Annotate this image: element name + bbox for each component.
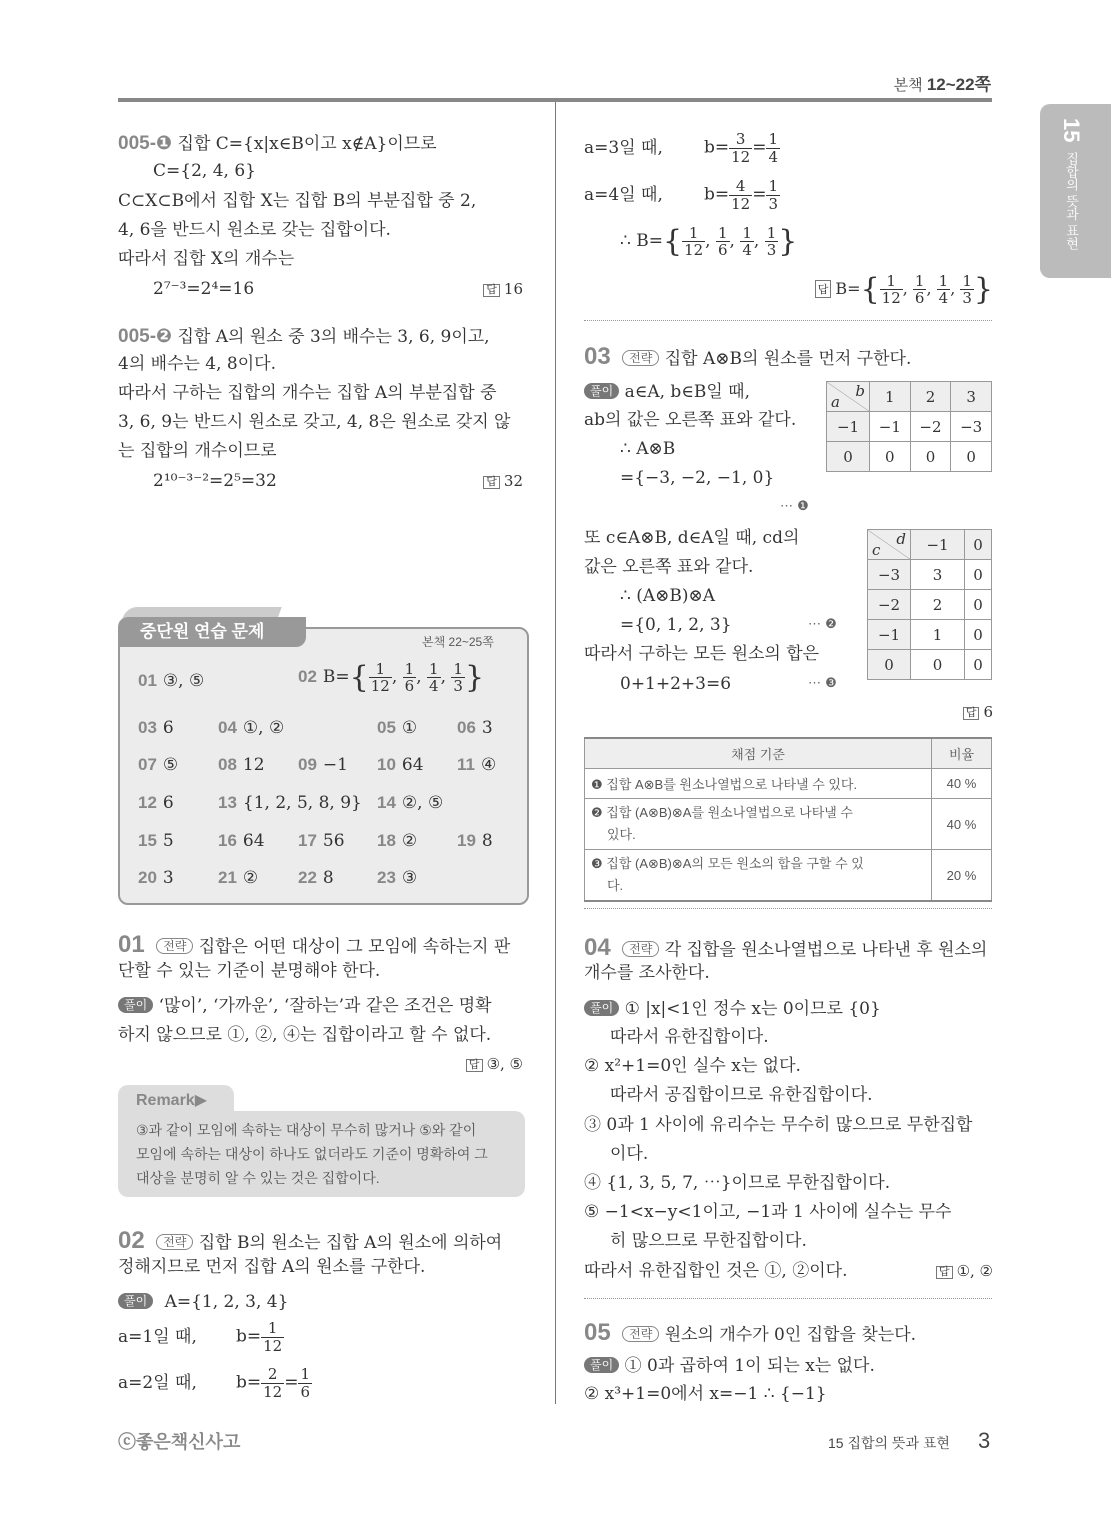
q03-sol-8: ={0, 1, 2, 3} (620, 615, 732, 635)
q04-answer: 답 ①, ② (936, 1264, 993, 1279)
q04-sol-3: ② x²+1=0인 실수 x는 없다. (584, 1056, 801, 1076)
q02-case2: a=2일 때, b= $\frac{2}{12}$ = $\frac{1}{6}$ (118, 1365, 311, 1401)
practice-item: 10 64 (377, 755, 424, 775)
s005-2-line4: 3, 6, 9는 반드시 원소로 갖고, 4, 8은 원소로 갖지 않 (118, 412, 511, 432)
remark-line2: 모임에 속하는 대상이 하나도 없더라도 기준이 명확하여 그 (136, 1146, 488, 1162)
practice-item: 07 ⑤ (138, 755, 179, 775)
q03-table-ab: b a 1 2 3 −1 −1 −2 −3 0 0 0 0 (826, 381, 992, 472)
practice-item: 04 ①, ② (218, 718, 285, 738)
side-tab-title: 집합의 뜻과 표현 (1064, 152, 1079, 251)
practice-item: 08 12 (218, 755, 265, 775)
practice-item: 12 6 (138, 793, 174, 813)
solution-tag: 풀이 (584, 1357, 619, 1373)
q04-sol-4: 따라서 공집합이므로 유한집합이다. (610, 1085, 873, 1105)
q03-sol-6: 값은 오른쪽 표와 같다. (584, 557, 754, 577)
solution-tag: 풀이 (584, 383, 619, 399)
strategy-tag: 전략 (622, 350, 659, 366)
q03-sol-5: 또 c∈A⊗B, d∈A일 때, cd의 (584, 528, 800, 548)
q02-case4: a=4일 때, b= $\frac{4}{12}$ = $\frac{1}{3}$ (584, 177, 779, 213)
s005-1-line1 (118, 134, 437, 153)
q04-sol-1: 풀이 ① |x|<1인 정수 x는 0이므로 {0} (584, 1000, 881, 1018)
header-pages: 12~22쪽 (926, 75, 991, 94)
publisher-logo: ⓒ좋은책신사고 (118, 1432, 241, 1452)
q03-mark-2: ⋯ ❷ (808, 617, 837, 632)
footer-chapter: 15 집합의 뜻과 표현 (828, 1435, 950, 1451)
solution-tag: 풀이 (584, 1000, 619, 1016)
q02-divider (584, 320, 992, 321)
practice-item: 16 64 (218, 831, 265, 851)
s005-1-text: 집합 C={x|x∈B이고 x∉A}이므로 (177, 134, 437, 154)
q03-sol-3: ∴ A⊗B (620, 439, 676, 459)
practice-item: 09 −1 (298, 755, 348, 775)
q02-number: 02 (118, 1227, 145, 1254)
q03-sol-7: ∴ (A⊗B)⊗A (620, 586, 716, 606)
strategy-tag: 전략 (622, 941, 659, 957)
header-ref: 본책 (893, 77, 927, 94)
q02-answer: 답 B={ $\frac{1}{12}$ , $\frac{1}{6}$ , $\frac{1}{4}$ , $\frac{1}{3}$ } (815, 272, 993, 307)
practice-item: 14 ②, ⑤ (377, 793, 444, 813)
q03-number: 03 (584, 343, 611, 370)
strategy-tag: 전략 (156, 938, 193, 954)
q01-answer: 답 ③, ⑤ (466, 1057, 523, 1072)
practice-item: 23 ③ (377, 868, 418, 888)
q04-number: 04 (584, 934, 611, 961)
q03-sol-4: ={−3, −2, −1, 0} (620, 468, 775, 488)
q04-strategy: 04 전략 각 집합을 원소나열법으로 나타낸 후 원소의 (584, 934, 988, 961)
practice-ref: 본책 22~25쪽 (422, 635, 494, 649)
q04-sol-5: ③ 0과 1 사이에 유리수는 무수히 많으므로 무한집합 (584, 1115, 973, 1135)
q01-strategy-text: 집합은 어떤 대상이 그 모임에 속하는지 판 (198, 937, 511, 957)
s005-2-id: 005-❷ (118, 326, 173, 347)
practice-item: 17 56 (298, 831, 345, 851)
q04-sol-10: 따라서 유한집합인 것은 ①, ②이다. (584, 1261, 848, 1281)
practice-a02: 02 B={ $\frac{1}{12}$ , $\frac{1}{6}$ , $\frac{1}{4}$ , $\frac{1}{3}$ } (298, 659, 485, 695)
q04-sol-2: 따라서 유한집합이다. (610, 1027, 769, 1047)
practice-title-tab (118, 617, 306, 647)
solution-tag: 풀이 (118, 997, 153, 1013)
practice-item: 11 ④ (457, 755, 497, 775)
practice-item: 21 ② (218, 868, 259, 888)
s005-1-line4: 4, 6을 반드시 원소로 갖는 집합이다. (118, 220, 391, 240)
q01-number: 01 (118, 931, 145, 958)
scoring-rubric: 채점 기준 비율 ❶ 집합 A⊗B를 원소나열법으로 나타낼 수 있다. 40 % ❷ 집합 (A⊗B)⊗A를 원소나열법으로 나타낼 수 있다. 40 % ❸ 집합 (A⊗B)⊗A의 모든 원소의 합을 구할 수 있 다. 20 % (584, 737, 992, 902)
q05-strategy: 05 전략 원소의 개수가 0인 집합을 찾는다. (584, 1319, 917, 1346)
q02-solution: 풀이 A={1, 2, 3, 4} (118, 1293, 288, 1311)
q02-strategy-line2: 정해지므로 먼저 집합 A의 원소를 구한다. (118, 1257, 426, 1277)
q05-sol-2: ② x³+1=0에서 x=−1 ∴ {−1} (584, 1384, 827, 1404)
q03-sol-9: 따라서 구하는 모든 원소의 합은 (584, 644, 820, 664)
s005-1-line3: C⊂X⊂B에서 집합 X는 집합 B의 부분집합 중 2, (118, 191, 477, 211)
practice-item: 03 6 (138, 718, 174, 738)
q03-sol-10: 0+1+2+3=6 (620, 674, 732, 694)
q02-strategy: 02 전략 집합 B의 원소는 집합 A의 원소에 의하여 (118, 1227, 503, 1254)
practice-item: 15 5 (138, 831, 174, 851)
q03-answer: 답 6 (963, 705, 993, 720)
s005-1-answer: 답 16 (483, 282, 523, 297)
q04-sol-8: ⑤ −1<x−y<1이고, −1과 1 사이에 실수는 무수 (584, 1202, 952, 1222)
q03-divider (584, 908, 992, 909)
q04-sol-7: ④ {1, 3, 5, 7, ⋯}이므로 무한집합이다. (584, 1173, 891, 1193)
practice-item: 05 ① (377, 718, 418, 738)
q01-solution-line2: 하지 않으므로 ①, ②, ④는 집합이라고 할 수 없다. (118, 1025, 492, 1045)
s005-1-line5: 따라서 집합 X의 개수는 (118, 249, 295, 269)
q04-divider (584, 1298, 992, 1299)
q01-strategy-line2: 단할 수 있는 기준이 분명해야 한다. (118, 961, 381, 981)
s005-2-line5: 는 집합의 개수이므로 (118, 441, 277, 461)
q03-sol-2: ab의 값은 오른쪽 표와 같다. (584, 410, 797, 430)
practice-title: 중단원 연습 문제 (140, 622, 265, 641)
remark-line3: 대상을 분명히 알 수 있는 것은 집합이다. (136, 1170, 380, 1186)
q03-mark-3: ⋯ ❸ (808, 676, 837, 691)
chapter-side-tab[interactable] (1040, 104, 1111, 278)
q04-strategy-line2: 개수를 조사한다. (584, 963, 710, 983)
s005-2-line3: 따라서 구하는 집합의 개수는 집합 A의 부분집합 중 (118, 383, 497, 403)
practice-a01: 01 ③, ⑤ (138, 671, 205, 691)
q01-strategy (118, 933, 510, 957)
s005-2-line1 (118, 327, 490, 346)
page-number: 3 (978, 1428, 991, 1453)
strategy-tag: 전략 (156, 1234, 193, 1250)
solution-tag: 풀이 (118, 1293, 153, 1309)
q03-sol-1: 풀이 a∈A, b∈B일 때, (584, 383, 750, 401)
q01-solution: 풀이 ‘많이’, ‘가까운’, ‘잘하는’과 같은 조건은 명확 (118, 997, 492, 1015)
s005-2-answer: 답 32 (483, 474, 523, 489)
column-divider (555, 102, 556, 1404)
q02-therefore: ∴ B={ $\frac{1}{12}$ , $\frac{1}{6}$ , $\frac{1}{4}$ , $\frac{1}{3}$ } (620, 223, 798, 259)
q03-table-cd: d c −1 0 −3 3 0 −2 2 0 −1 1 0 0 0 0 (867, 529, 992, 680)
practice-item: 13 {1, 2, 5, 8, 9} (218, 793, 362, 813)
q05-number: 05 (584, 1319, 611, 1346)
practice-item: 06 3 (457, 718, 493, 738)
s005-2-line6: 2¹⁰⁻³⁻²=2⁵=32 (153, 471, 277, 491)
remark-line1: ③과 같이 모임에 속하는 대상이 무수히 많거나 ⑤와 같이 (136, 1122, 477, 1138)
q05-sol-1: 풀이 ① 0과 곱하여 1이 되는 x는 없다. (584, 1357, 875, 1375)
remark-title: Remark▶ (136, 1092, 208, 1109)
practice-item: 20 3 (138, 868, 174, 888)
q03-mark-1: ⋯ ❶ (780, 499, 809, 514)
strategy-tag: 전략 (622, 1326, 659, 1342)
practice-item: 22 8 (298, 868, 334, 888)
q02-case3: a=3일 때, b= $\frac{3}{12}$ = $\frac{1}{4}$ (584, 130, 779, 166)
page-header (894, 76, 991, 93)
s005-2-text: 집합 A의 원소 중 3의 배수는 3, 6, 9이고, (177, 327, 490, 347)
q03-strategy: 03 전략 집합 A⊗B의 원소를 먼저 구한다. (584, 343, 912, 370)
practice-item: 18 ② (377, 831, 418, 851)
q02-case1: a=1일 때, b= $\frac{1}{12}$ (118, 1319, 283, 1355)
q04-sol-6: 이다. (610, 1144, 649, 1164)
s005-1-line2: C={2, 4, 6} (153, 161, 256, 181)
s005-2-line2: 4의 배수는 4, 8이다. (118, 354, 276, 374)
practice-item: 19 8 (457, 831, 493, 851)
s005-1-line6: 2⁷⁻³=2⁴=16 (153, 279, 255, 299)
s005-1-id: 005-❶ (118, 133, 173, 154)
side-tab-number: 15 (1059, 118, 1084, 143)
q04-sol-9: 히 많으므로 무한집합이다. (610, 1231, 807, 1251)
